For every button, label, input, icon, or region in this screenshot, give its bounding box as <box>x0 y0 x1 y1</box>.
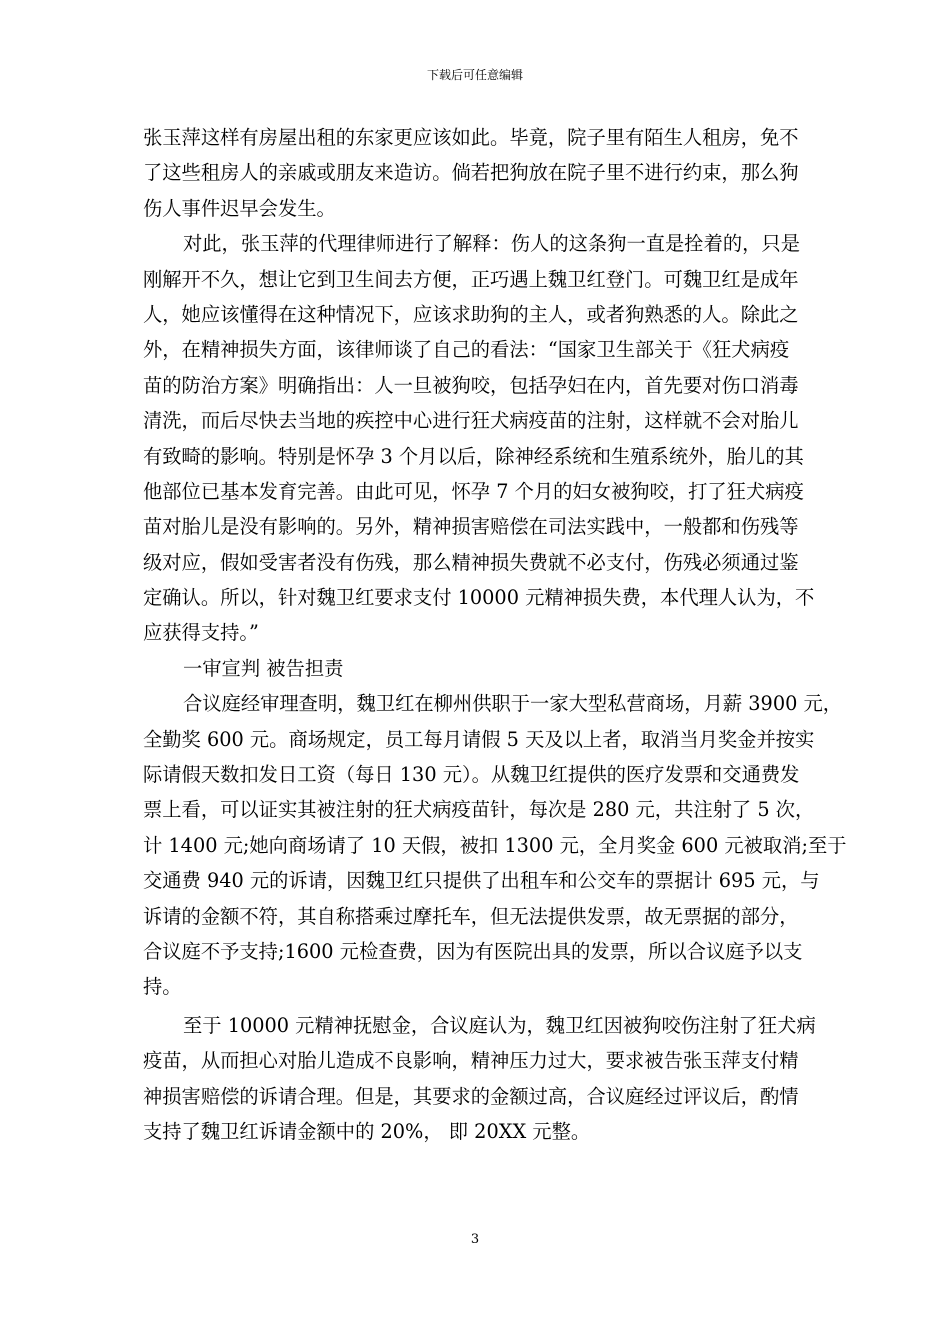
text-line: 张玉萍这样有房屋出租的东家更应该如此。毕竟，院子里有陌生人租房，免不 <box>143 126 799 149</box>
text-line: 诉请的金额不符，其自称搭乘过摩托车，但无法提供发票，故无票据的部分， <box>143 904 799 928</box>
text-line: 支持了魏卫红诉请金额中的 20%， 即 20XX 元整。 <box>143 1119 591 1143</box>
text-line: 苗的防治方案》明确指出：人一旦被狗咬，包括孕妇在内，首先要对伤口消毒 <box>143 373 799 397</box>
text-line: 对此，张玉萍的代理律师进行了解释：伤人的这条狗一直是拴着的，只是 <box>183 232 800 256</box>
text-line: 全勤奖 600 元。商场规定，员工每月请假 5 天及以上者，取消当月奖金并按实 <box>143 727 815 751</box>
section-heading: 一审宣判 被告担责 <box>183 656 344 680</box>
text-line: 至于 10000 元精神抚慰金，合议庭认为，魏卫红因被狗咬伤注射了狂犬病 <box>183 1013 816 1037</box>
text-line: 苗对胎儿是没有影响的。另外，精神损害赔偿在司法实践中，一般都和伤残等 <box>143 515 799 539</box>
text-line: 外，在精神损失方面，该律师谈了自己的看法：“国家卫生部关于《狂犬病疫 <box>143 338 790 362</box>
text-line: 际请假天数扣发日工资（每日 130 元）。从魏卫红提供的医疗发票和交通费发 <box>143 763 800 787</box>
text-line: 持。 <box>143 975 182 999</box>
text-line: 他部位已基本发育完善。由此可见，怀孕 7 个月的妇女被狗咬，打了狂犬病疫 <box>143 479 804 503</box>
text-line: 合议庭不予支持;1600 元检查费，因为有医院出具的发票，所以合议庭予以支 <box>143 939 803 963</box>
text-line: 伤人事件迟早会发生。 <box>143 196 336 220</box>
text-line: 有致畸的影响。特别是怀孕 3 个月以后，除神经系统和生殖系统外，胎儿的其 <box>143 444 804 468</box>
document-body <box>143 120 847 1149</box>
text-line: 神损害赔偿的诉请合理。但是，其要求的金额过高，合议庭经过评议后，酌情 <box>143 1084 799 1108</box>
text-line: 人，她应该懂得在这种情况下，应该求助狗的主人，或者狗熟悉的人。除此之 <box>143 302 799 326</box>
page-number: 3 <box>470 1232 480 1247</box>
text-line: 了这些租房人的亲戚或朋友来造访。倘若把狗放在院子里不进行约束，那么狗 <box>143 161 799 185</box>
text-line: 疫苗，从而担心对胎儿造成不良影响，精神压力过大，要求被告张玉萍支付精 <box>143 1049 799 1073</box>
text-line: 定确认。所以，针对魏卫红要求支付 10000 元精神损失费，本代理人认为，不 <box>143 586 815 610</box>
text-line: 交通费 940 元的诉请，因魏卫红只提供了出租车和公交车的票据计 695 元，与 <box>143 869 820 893</box>
page-header: 下载后可任意编辑 <box>426 68 523 82</box>
text-line: 刚解开不久，想让它到卫生间去方便，正巧遇上魏卫红登门。可魏卫红是成年 <box>143 267 799 291</box>
text-line: 票上看，可以证实其被注射的狂犬病疫苗针，每次是 280 元，共注射了 5 次， <box>143 798 815 822</box>
text-line: 计 1400 元;她向商场请了 10 天假，被扣 1300 元，全月奖金 600 元被取消;至于 <box>143 833 847 857</box>
text-line: 应获得支持。” <box>143 621 259 645</box>
text-line: 合议庭经审理查明，魏卫红在柳州供职于一家大型私营商场，月薪 3900 元， <box>183 692 843 716</box>
text-line: 级对应，假如受害者没有伤残，那么精神损失费就不必支付，伤残必须通过鉴 <box>143 550 799 574</box>
text-line: 清洗，而后尽快去当地的疾控中心进行狂犬病疫苗的注射，这样就不会对胎儿 <box>143 409 799 433</box>
